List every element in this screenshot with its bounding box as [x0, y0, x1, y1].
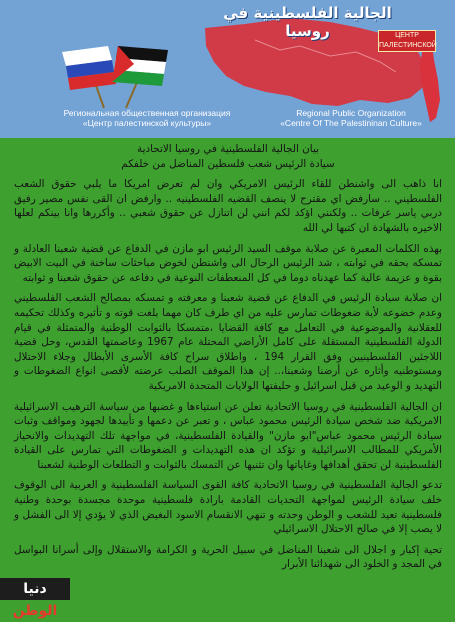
org-name-russian-line2: «Центр палестинской культуры» [82, 118, 212, 128]
org-name-english-line1: Regional Public Organization [296, 108, 406, 118]
paragraph-steadfastness: ان صلابة سيادة الرئيس في الدفاع عن قضية شعبنا و معرفته و تمسكه بمصالح الشعب الفلسطيني وعدم خضوعه لأية ضغوطات تمارس عليه من اي طرف كان مهما بلغت قوته و تأثيره وكذلك تحكيمه للعقلانية والموضوعية في التعامل مع كافة القضايا ،متمسكا بالثوابت الوطنية والمتمثلة في قيام الدولة الفلسطينية المستقلة على كامل الأراضي المحتلة عام 1967 وعاصمتها القدس، وحل قضية اللاجئين الفلسطينيين وفق القرار 194 ، واطلاق سراح كافة الأسرى الأبطال وجلاء الاحتلال ومستوطنيه وأثاره عن أرضنا وشعبنا،.. إن هذا الموقف الصلب عرضته لأقصى انواع الضغوطات و التهديد و الوعيد من قبل اسرائيل و حليفتها الولايات المتحدة الامريكية [14, 292, 442, 392]
org-name-russian [62, 108, 232, 128]
palestine-flag-icon [112, 46, 168, 86]
article-body [14, 142, 442, 578]
logo-text: دنيا [23, 581, 47, 597]
russia-flag-icon [62, 46, 116, 90]
heading-line-2: سيادة الرئيس شعب فلسطين المناضل من خلفكم [121, 157, 335, 170]
paragraph-quote: انا ذاهب الى واشنطن للقاء الرئيس الامريكي وان لم تعرض امريكا ما يلبي حقوق الشعب الفلسطيني .. سارفض اي مقترح لا ينصف القضيه الفلسطينيه .. وارفض ان القى نفس مصير رفيق دربي ياسر عرفات .. ولكنني اؤكد لكم انني لن اتنازل عن حقوق شعبي .. وأكررها وانا بينكم لعلها الاخيره بالشهادة ان كتبها لي الله [14, 178, 442, 234]
culture-centre-badge: ЦЕНТР ПАЛЕСТИНСКОЙ [378, 30, 436, 52]
paragraph-salute: تحية إكبار و اجلال الى شعبنا المناضل في سبيل الحرية و الكرامة والاستقلال وإلى أسرانا البواسل في المجد و الخلود الى شهدائنا الأبرار [14, 543, 442, 571]
heading-line-1: بيان الجالية الفلسطينية في روسيا الاتحادية [137, 143, 319, 155]
org-name-russian-line1: Региональная общественная организация [63, 108, 231, 118]
article-heading [14, 142, 442, 171]
org-name-english-line2: «Centre Of The Palestininan Culture» [280, 118, 422, 128]
dunya-alwatan-logo [0, 578, 70, 619]
paragraph-stance: بهذه الكلمات المعبرة عن صلابة موقف السيد الرئيس ابو مازن في الدفاع عن قضية شعبنا العادلة و تمسكه بحقه في ثوابته ، شد الرئيس الرحال الى واشنطن لخوض مباحثات ساخنة في البيت الابيض بقوة و عزيمة عالية كما عهدناه دوما في كل المنعطفات النوعية في دفاعه عن حقوق شعبنا و ثوابته [14, 242, 442, 284]
banner-title: الجالية الفلسطينية في روسيا [223, 4, 392, 40]
paragraph-call-to-unity: تدعو الجالية الفلسطينية في روسيا الاتحادية كافة القوى السياسة الفلسطينية و العربية الى الوقوف خلف سيادة الرئيس لمواجهة التحديات القادمة بارادة فلسطينية موحدة مجسدة بوحدة وطنية فلسطينية تعيد للشعب و الوطن وحدته و تنهي الانقسام الاسود البغيض الذي لا يؤدي إلا الى الفشل و لا يصب إلا في صالح الاحتلال الاسرائيلي [14, 479, 442, 536]
paragraph-community-statement: ان الجالية الفلسطينية في روسيا الاتحادية تعلن عن استياءها و غضبها من سياسة الترهيب الاسرائيلية الامريكية ضد شخص سيادة الرئيس محمود عباس ، و تعبر عن دعمها و تأييدها لجهود ومواقف وثبات سيادة الرئيس محمود عباس"ابو مازن" والقيادة الفلسطينية، في مواجهة تلك التهديدات والانحياز الأمريكي للمطالب الاسرائيلية و تؤكد ان هذه التهديدات و الضغوطات التي تمارس على القيادة الفلسطينية لن تحقق أهدافها وغاياتها وان تثنيها عن التمسك بالثوابت و التطلعات الوطنية لشعبنا [14, 400, 442, 471]
header-banner [0, 0, 455, 138]
logo-accent-text: الوطن [12, 603, 58, 619]
org-name-english [266, 108, 436, 128]
